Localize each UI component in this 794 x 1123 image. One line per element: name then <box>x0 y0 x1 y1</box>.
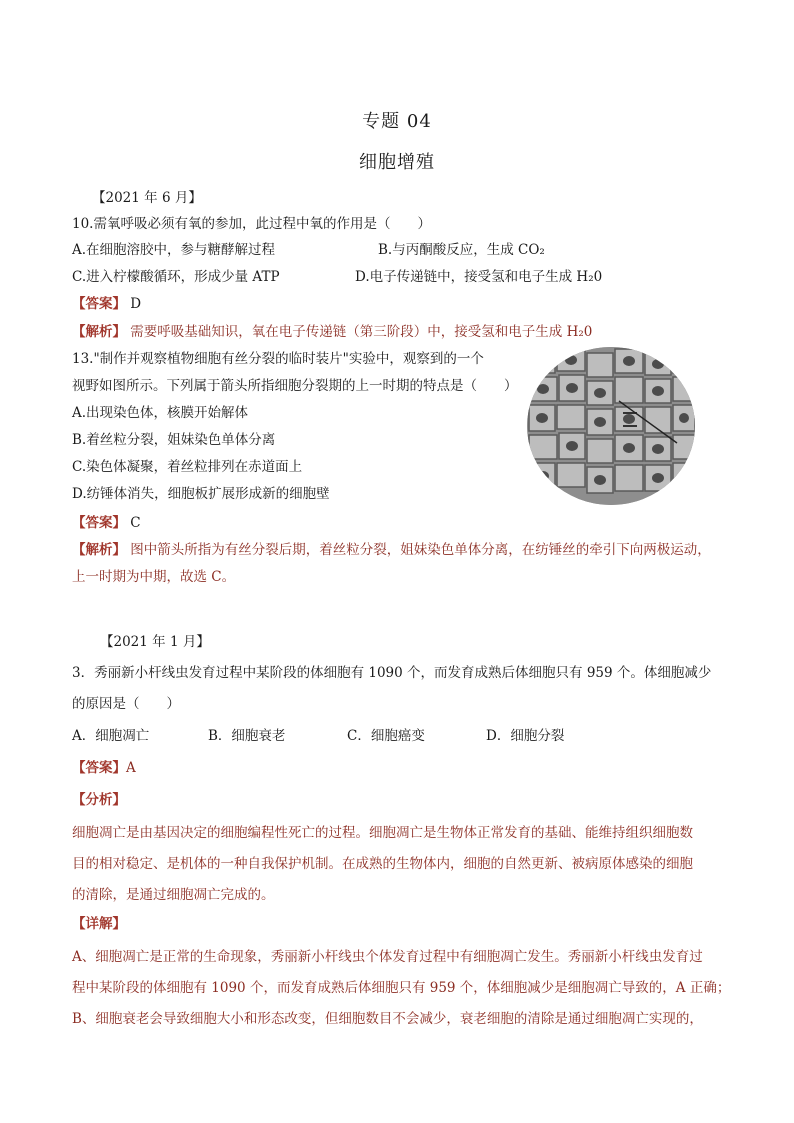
answer-tag: 【答案】 <box>72 515 126 531</box>
question-3-detail-line-1: A、细胞凋亡是正常的生命现象，秀丽新小杆线虫个体发育过程中有细胞凋亡发生。秀丽新小杆线虫发育过 <box>72 949 703 965</box>
question-10-answer <box>72 292 141 312</box>
question-3-analysis-line-3: 的清除，是通过细胞凋亡完成的。 <box>72 887 275 903</box>
onion-root-cells-micrograph <box>527 347 695 505</box>
question-3-analysis-heading <box>72 788 126 808</box>
answer-value: D <box>126 296 142 312</box>
question-13-stem-line-2: 视野如图所示。下列属于箭头所指细胞分裂期的上一时期的特点是（ ） <box>72 378 518 394</box>
question-13-option-a: A.出现染色体，核膜开始解体 <box>72 405 249 421</box>
question-3-analysis-line-1: 细胞凋亡是由基因决定的细胞编程性死亡的过程。细胞凋亡是生物体正常发育的基础、能维持组织细胞数 <box>72 825 693 841</box>
analysis-tag: 【解析】 <box>72 542 126 558</box>
answer-value: C <box>126 515 141 531</box>
question-13-answer <box>72 511 141 531</box>
question-10-option-d: D.电子传递链中，接受氢和电子生成 H₂0 <box>355 269 603 285</box>
analysis-tag: 【解析】 <box>72 324 126 340</box>
question-3-option-c: C．细胞癌变 <box>347 728 425 744</box>
question-10-analysis <box>72 320 592 340</box>
analysis-text: 图中箭头所指为有丝分裂后期，着丝粒分裂，姐妹染色单体分离，在纺锤丝的牵引下向两极运动， <box>126 542 711 558</box>
question-3-analysis-line-2: 目的相对稳定、是机体的一种自我保护机制。在成熟的生物体内，细胞的自然更新、被病原体感染的细胞 <box>72 856 693 872</box>
question-3-option-a: A．细胞凋亡 <box>72 728 150 744</box>
question-10-option-a: A.在细胞溶胶中，参与糖酵解过程 <box>72 242 276 258</box>
question-10-option-b: B.与丙酮酸反应，生成 CO₂ <box>378 242 545 258</box>
section-label-2021-06: 【2021 年 6 月】 <box>92 190 202 206</box>
question-3-answer <box>72 756 136 776</box>
microscope-field-image <box>527 347 695 505</box>
question-13-analysis-line-2: 上一时期为中期，故选 C。 <box>72 569 236 585</box>
answer-value: A <box>126 760 136 776</box>
question-13-option-d: D.纺锤体消失，细胞板扩展形成新的细胞壁 <box>72 486 330 502</box>
section-label-2021-01: 【2021 年 1 月】 <box>100 634 210 650</box>
question-3-detail-heading <box>72 912 126 932</box>
answer-tag: 【答案】 <box>72 296 126 312</box>
question-3-detail-line-3: B、细胞衰老会导致细胞大小和形态改变，但细胞数目不会减少，衰老细胞的清除是通过细胞凋亡实现的， <box>72 1011 703 1027</box>
question-13-analysis-line-1 <box>72 538 711 558</box>
question-3-stem-line-2: 的原因是（ ） <box>72 696 180 712</box>
question-3-option-d: D．细胞分裂 <box>486 728 565 744</box>
page-subtitle: 细胞增殖 <box>359 152 435 173</box>
answer-tag: 【答案】 <box>72 760 126 776</box>
analysis-tag: 【分析】 <box>72 792 126 808</box>
detail-tag: 【详解】 <box>72 916 126 932</box>
question-3-detail-line-2: 程中某阶段的体细胞有 1090 个，而发育成熟后体细胞只有 959 个，体细胞减少是细胞凋亡导致的，A 正确； <box>72 980 731 996</box>
analysis-text: 需要呼吸基础知识，氧在电子传递链（第三阶段）中，接受氢和电子生成 H₂0 <box>126 324 593 340</box>
question-10-option-c: C.进入柠檬酸循环，形成少量 ATP <box>72 269 280 285</box>
question-3-option-b: B．细胞衰老 <box>208 728 286 744</box>
question-3-stem-line-1: 3．秀丽新小杆线虫发育过程中某阶段的体细胞有 1090 个，而发育成熟后体细胞只有 959 个。体细胞减少 <box>72 665 712 681</box>
page-title: 专题 04 <box>362 111 432 132</box>
question-13-option-b: B.着丝粒分裂，姐妹染色单体分离 <box>72 432 276 448</box>
question-13-option-c: C.染色体凝聚，着丝粒排列在赤道面上 <box>72 459 303 475</box>
question-13-stem-line-1: 13."制作并观察植物细胞有丝分裂的临时装片"实验中，观察到的一个 <box>72 351 484 367</box>
question-10-stem: 10.需氧呼吸必须有氧的参加，此过程中氧的作用是（ ） <box>72 216 431 232</box>
